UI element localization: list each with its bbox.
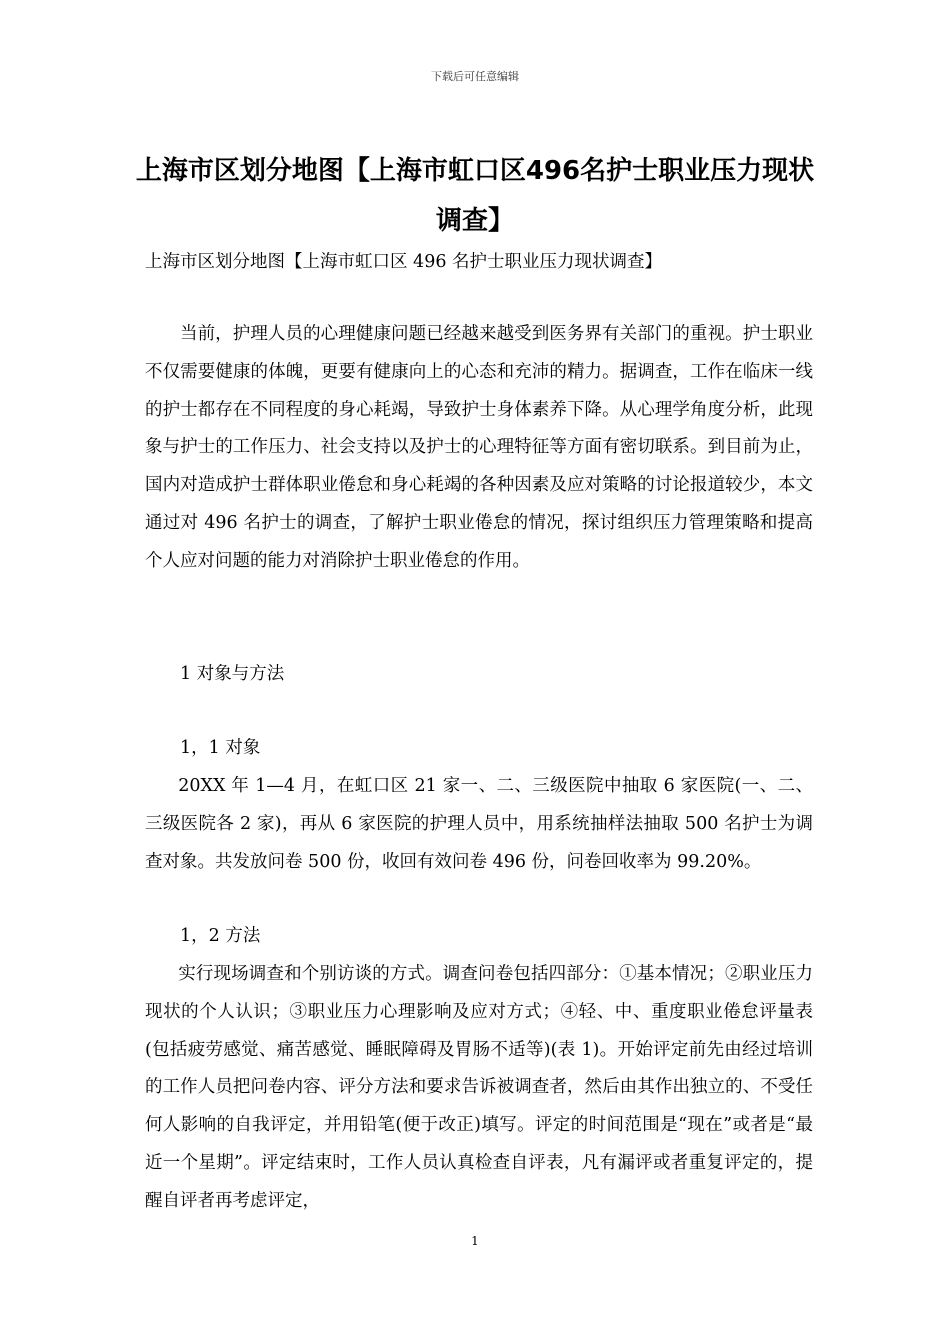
page-number: 1 xyxy=(471,1234,479,1248)
intro-paragraph: 当前，护理人员的心理健康问题已经越来越受到医务界有关部门的重视。护士职业不仅需要健康的体魄，更要有健康向上的心态和充沛的精力。据调查，工作在临床一线的护士都存在不同程度的身心耗竭，导致护士身体素养下降。从心理学角度分析，此现象与护士的工作压力、社会支持以及护士的心理特征等方面有密切联系。到目前为止，国内对造成护士群体职业倦怠和身心耗竭的各种因素及应对策略的讨论报道较少，本文通过对 496 名护士的调查，了解护士职业倦怠的情况，探讨组织压力管理策略和提高个人应对问题的能力对消除护士职业倦怠的作用。 xyxy=(145,324,813,571)
section-1-2-body: 实行现场调查和个别访谈的方式。调查问卷包括四部分：①基本情况；②职业压力现状的个人认识；③职业压力心理影响及应对方式；④轻、中、重度职业倦怠评量表(包括疲劳感觉、痛苦感觉、睡眠障碍及胃肠不适等)(表 1)。开始评定前先由经过培训的工作人员把问卷内容、评分方法和要求告诉被调查者，然后由其作出独立的、不受任何人影响的自我评定，并用铅笔(便于改正)填写。评定的时间范围是“现在”或者是“最近一个星期”。评定结束时，工作人员认真检查自评表，凡有漏评或者重复评定的，提醒自评者再考虑评定， xyxy=(145,964,813,1211)
section-1-1-heading: 1，1 对象 xyxy=(180,738,261,758)
document-subtitle: 上海市区划分地图【上海市虹口区 496 名护士职业压力现状调查】 xyxy=(145,252,663,272)
section-1-heading: 1 对象与方法 xyxy=(180,664,285,684)
section-1-2-heading: 1，2 方法 xyxy=(180,926,261,946)
header-note: 下载后可任意编辑 xyxy=(431,70,519,83)
document-title: 上海市区划分地图【上海市虹口区496名护士职业压力现状调查】 xyxy=(135,156,815,236)
section-1-1-body: 20XX 年 1—4 月，在虹口区 21 家一、二、三级医院中抽取 6 家医院(一、二、三级医院各 2 家)，再从 6 家医院的护理人员中，用系统抽样法抽取 500 名护士为调查对象。共发放问卷 500 份，收回有效问卷 496 份，问卷回收率为 99.20%。 xyxy=(145,776,813,872)
